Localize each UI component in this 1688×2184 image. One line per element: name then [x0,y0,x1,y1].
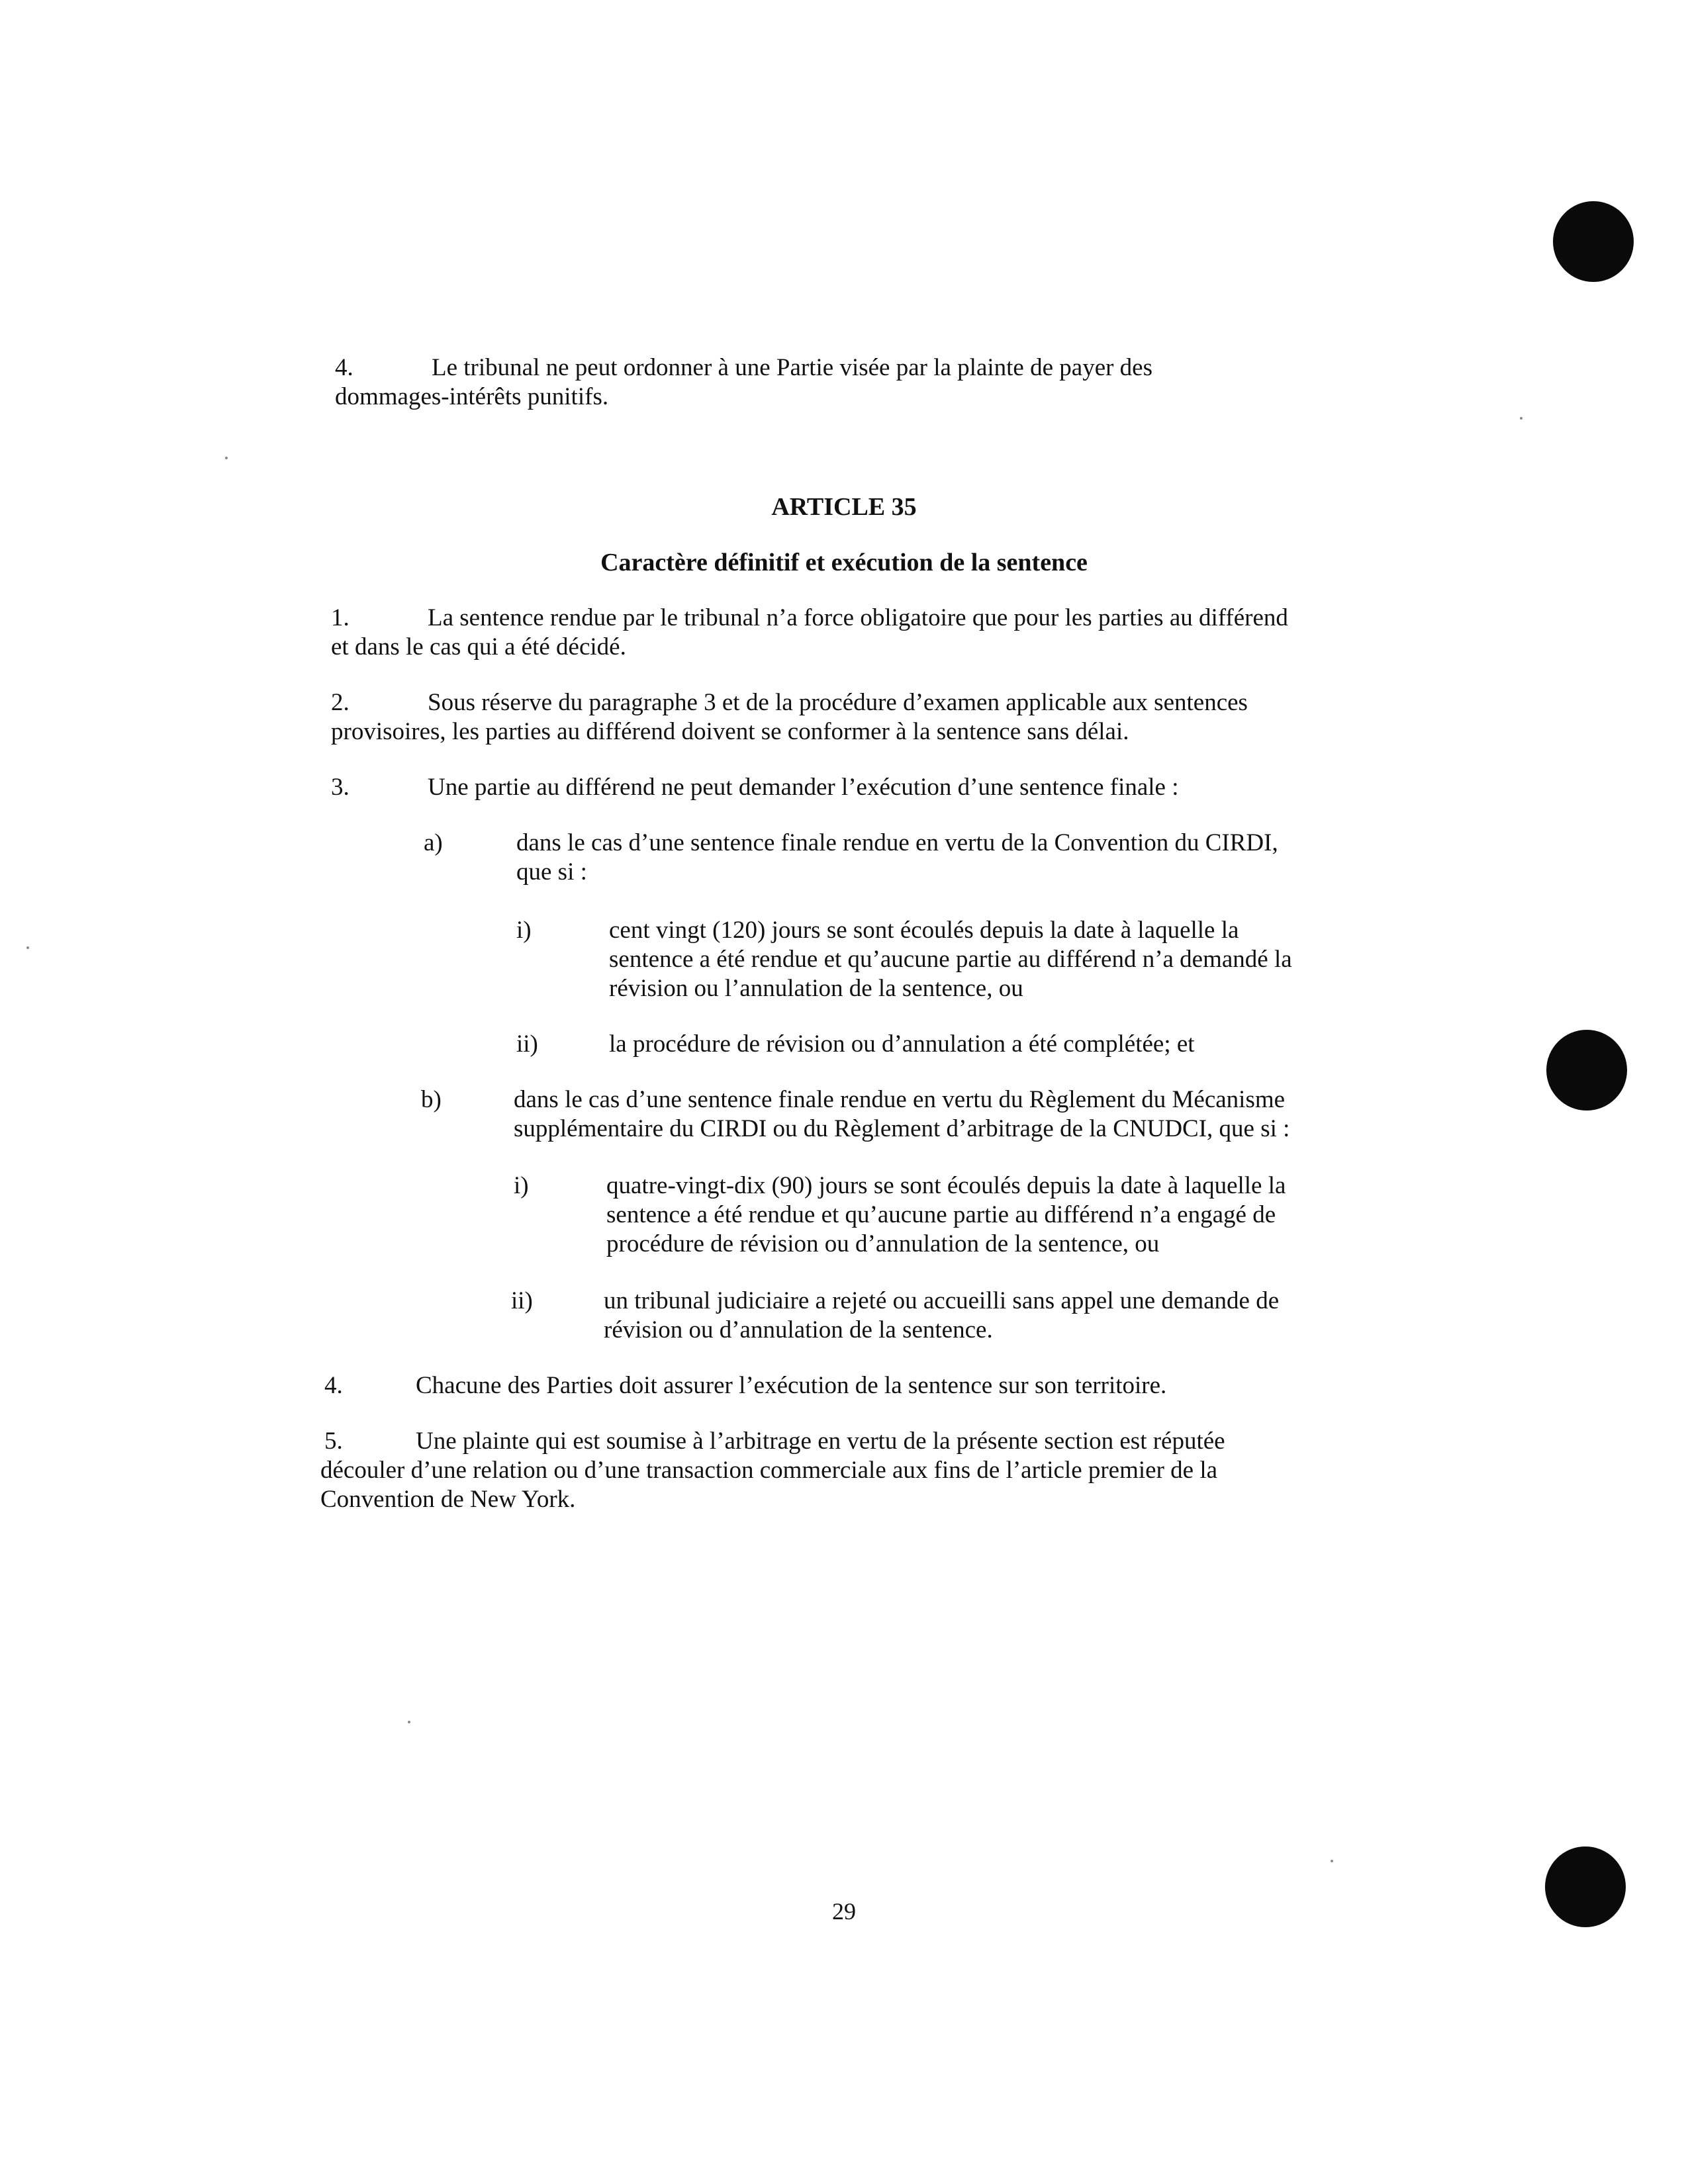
clause-line: que si : [516,858,587,886]
subclause-label: ii) [516,1030,538,1058]
closing-paragraph-number: 4. [324,1372,343,1399]
paragraph-line: La sentence rendue par le tribunal n’a force obligatoire que pour les parties au différend [428,604,1288,631]
scan-speck [1520,417,1523,420]
closing-paragraph-line: découler d’une relation ou d’une transaction commerciale aux fins de l’article premier de la [320,1457,1218,1484]
scan-speck [408,1721,410,1723]
clause-label: b) [421,1086,442,1113]
clause-line: supplémentaire du CIRDI ou du Règlement d’arbitrage de la CNUDCI, que si : [514,1115,1290,1142]
subclause-line: quatre-vingt-dix (90) jours se sont écoulés depuis la date à laquelle la [606,1172,1286,1199]
clause-label: a) [424,829,443,856]
subclause-label: i) [516,917,532,944]
closing-paragraph-line: Convention de New York. [320,1486,576,1513]
clause-line: dans le cas d’une sentence finale rendue en vertu de la Convention du CIRDI, [516,829,1278,856]
clause-line: dans le cas d’une sentence finale rendue en vertu du Règlement du Mécanisme [514,1086,1286,1113]
intro-paragraph-line: Le tribunal ne peut ordonner à une Partie visée par la plainte de payer des [432,354,1153,381]
punch-hole-middle [1546,1030,1627,1111]
subclause-line: sentence a été rendue et qu’aucune partie au différend n’a engagé de [606,1201,1276,1228]
punch-hole-top [1553,201,1634,282]
subclause-label: ii) [511,1287,533,1314]
paragraph-number: 3. [331,774,350,801]
paragraph-number: 1. [331,604,350,631]
intro-paragraph-line: dommages-intérêts punitifs. [335,383,609,410]
article-heading: ARTICLE 35 [771,493,917,521]
paragraph-number: 2. [331,689,350,716]
closing-paragraph-line: Une plainte qui est soumise à l’arbitrage en vertu de la présente section est réputée [416,1428,1225,1455]
paragraph-line: et dans le cas qui a été décidé. [331,633,626,660]
subclause-line: cent vingt (120) jours se sont écoulés depuis la date à laquelle la [609,917,1239,944]
scan-speck [225,457,228,459]
paragraph-line: Une partie au différend ne peut demander l’exécution d’une sentence finale : [428,774,1179,801]
page-number: 29 [832,1898,856,1925]
scan-speck [1331,1860,1333,1862]
subclause-line: un tribunal judiciaire a rejeté ou accueilli sans appel une demande de [604,1287,1280,1314]
subclause-line: révision ou d’annulation de la sentence. [604,1316,993,1343]
closing-paragraph-number: 5. [324,1428,343,1455]
intro-paragraph-number: 4. [335,354,353,381]
subclause-line: la procédure de révision ou d’annulation a été complétée; et [609,1030,1195,1058]
subclause-label: i) [514,1172,529,1199]
closing-paragraph-line: Chacune des Parties doit assurer l’exécution de la sentence sur son territoire. [416,1372,1167,1399]
subclause-line: procédure de révision ou d’annulation de la sentence, ou [606,1230,1160,1257]
subclause-line: révision ou l’annulation de la sentence, ou [609,975,1023,1002]
paragraph-line: Sous réserve du paragraphe 3 et de la procédure d’examen applicable aux sentences [428,689,1248,716]
paragraph-line: provisoires, les parties au différend doivent se conformer à la sentence sans délai. [331,718,1129,745]
subclause-line: sentence a été rendue et qu’aucune partie au différend n’a demandé la [609,946,1292,973]
article-subheading: Caractère définitif et exécution de la sentence [600,549,1088,576]
scan-speck [26,946,29,949]
